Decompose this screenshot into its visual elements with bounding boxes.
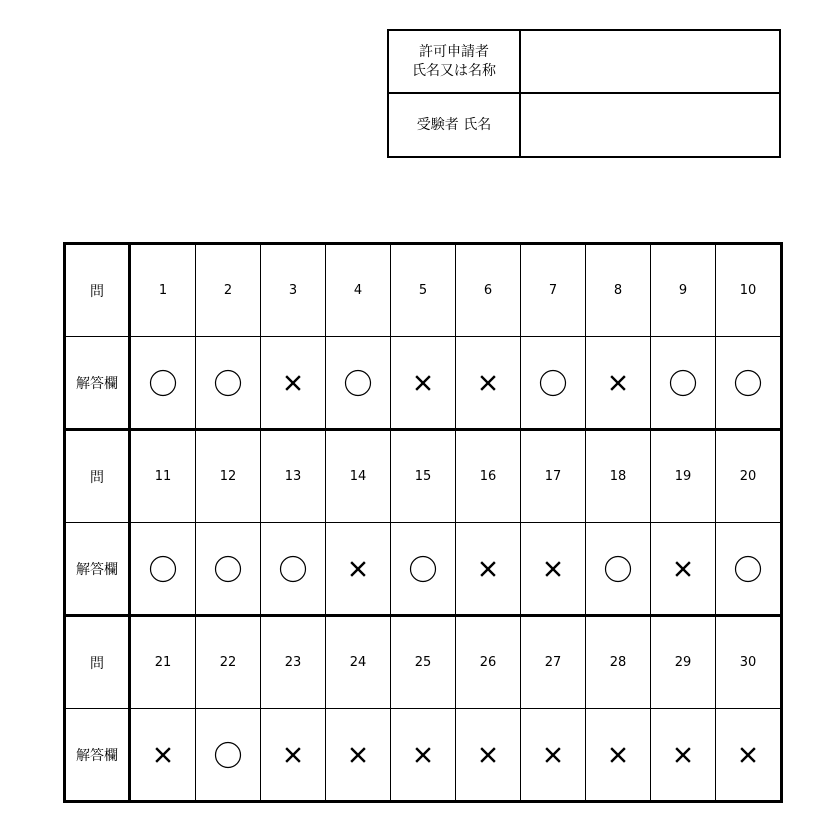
applicant-label-line2: 氏名又は名称 xyxy=(412,62,496,79)
applicant-label xyxy=(388,30,520,93)
circle-mark-icon xyxy=(344,369,372,397)
cross-mark-icon xyxy=(279,741,307,769)
question-number: 26 xyxy=(456,616,521,709)
answer-row xyxy=(65,523,782,616)
question-number: 29 xyxy=(651,616,716,709)
examinee-name-field[interactable] xyxy=(520,93,780,157)
cross-mark-icon xyxy=(279,369,307,397)
question-number: 21 xyxy=(130,616,196,709)
applicant-row xyxy=(388,30,780,93)
answer-header: 解答欄 xyxy=(65,337,130,430)
answer-cell[interactable] xyxy=(261,337,326,430)
circle-mark-icon xyxy=(734,555,762,583)
question-number: 5 xyxy=(391,244,456,337)
circle-mark-icon xyxy=(669,369,697,397)
cross-mark-icon xyxy=(669,741,697,769)
question-header: 問 xyxy=(65,616,130,709)
cross-mark-icon xyxy=(604,369,632,397)
examinee-label: 受験者 氏名 xyxy=(388,93,520,157)
circle-mark-icon xyxy=(214,741,242,769)
question-number: 16 xyxy=(456,430,521,523)
question-number: 11 xyxy=(130,430,196,523)
question-number: 15 xyxy=(391,430,456,523)
answer-row xyxy=(65,337,782,430)
answer-cell[interactable] xyxy=(261,523,326,616)
question-number: 7 xyxy=(521,244,586,337)
answer-cell[interactable] xyxy=(326,337,391,430)
question-number: 17 xyxy=(521,430,586,523)
answer-header: 解答欄 xyxy=(65,709,130,802)
cross-mark-icon xyxy=(604,741,632,769)
answer-cell[interactable] xyxy=(456,709,521,802)
answer-cell[interactable] xyxy=(586,337,651,430)
circle-mark-icon xyxy=(214,369,242,397)
question-number: 3 xyxy=(261,244,326,337)
answer-cell[interactable] xyxy=(521,709,586,802)
circle-mark-icon xyxy=(149,369,177,397)
answer-cell[interactable] xyxy=(716,523,782,616)
answer-cell[interactable] xyxy=(326,523,391,616)
answer-header: 解答欄 xyxy=(65,523,130,616)
question-number: 6 xyxy=(456,244,521,337)
question-row xyxy=(65,244,782,337)
answer-cell[interactable] xyxy=(196,337,261,430)
answer-cell[interactable] xyxy=(130,709,196,802)
answer-cell[interactable] xyxy=(130,337,196,430)
answer-cell[interactable] xyxy=(196,523,261,616)
question-row xyxy=(65,430,782,523)
applicant-label-line1: 許可申請者 xyxy=(419,43,489,60)
applicant-info-table xyxy=(387,29,781,158)
answer-cell[interactable] xyxy=(716,709,782,802)
answer-cell[interactable] xyxy=(716,337,782,430)
question-number: 22 xyxy=(196,616,261,709)
cross-mark-icon xyxy=(344,741,372,769)
question-number: 1 xyxy=(130,244,196,337)
circle-mark-icon xyxy=(149,555,177,583)
answer-cell[interactable] xyxy=(521,523,586,616)
answer-grid xyxy=(63,242,783,803)
circle-mark-icon xyxy=(279,555,307,583)
answer-cell[interactable] xyxy=(651,337,716,430)
question-number: 23 xyxy=(261,616,326,709)
circle-mark-icon xyxy=(214,555,242,583)
question-number: 28 xyxy=(586,616,651,709)
circle-mark-icon xyxy=(539,369,567,397)
circle-mark-icon xyxy=(409,555,437,583)
answer-cell[interactable] xyxy=(196,709,261,802)
answer-cell[interactable] xyxy=(391,337,456,430)
answer-cell[interactable] xyxy=(586,523,651,616)
cross-mark-icon xyxy=(474,741,502,769)
answer-cell[interactable] xyxy=(456,523,521,616)
question-number: 24 xyxy=(326,616,391,709)
answer-cell[interactable] xyxy=(391,523,456,616)
question-number: 27 xyxy=(521,616,586,709)
examinee-row xyxy=(388,93,780,157)
question-number: 2 xyxy=(196,244,261,337)
answer-cell[interactable] xyxy=(456,337,521,430)
answer-cell[interactable] xyxy=(326,709,391,802)
question-number: 18 xyxy=(586,430,651,523)
applicant-name-field[interactable] xyxy=(520,30,780,93)
question-header: 問 xyxy=(65,430,130,523)
answer-row xyxy=(65,709,782,802)
answer-cell[interactable] xyxy=(391,709,456,802)
question-number: 13 xyxy=(261,430,326,523)
answer-cell[interactable] xyxy=(261,709,326,802)
cross-mark-icon xyxy=(409,741,437,769)
answer-cell[interactable] xyxy=(586,709,651,802)
answer-cell[interactable] xyxy=(651,523,716,616)
cross-mark-icon xyxy=(409,369,437,397)
question-number: 25 xyxy=(391,616,456,709)
answer-cell[interactable] xyxy=(651,709,716,802)
question-number: 12 xyxy=(196,430,261,523)
cross-mark-icon xyxy=(149,741,177,769)
question-number: 14 xyxy=(326,430,391,523)
cross-mark-icon xyxy=(474,369,502,397)
cross-mark-icon xyxy=(539,555,567,583)
question-number: 10 xyxy=(716,244,782,337)
question-number: 4 xyxy=(326,244,391,337)
question-number: 8 xyxy=(586,244,651,337)
circle-mark-icon xyxy=(734,369,762,397)
question-row xyxy=(65,616,782,709)
question-number: 20 xyxy=(716,430,782,523)
answer-cell[interactable] xyxy=(130,523,196,616)
cross-mark-icon xyxy=(669,555,697,583)
question-header: 問 xyxy=(65,244,130,337)
cross-mark-icon xyxy=(474,555,502,583)
answer-cell[interactable] xyxy=(521,337,586,430)
question-number: 9 xyxy=(651,244,716,337)
question-number: 30 xyxy=(716,616,782,709)
cross-mark-icon xyxy=(734,741,762,769)
question-number: 19 xyxy=(651,430,716,523)
cross-mark-icon xyxy=(344,555,372,583)
circle-mark-icon xyxy=(604,555,632,583)
cross-mark-icon xyxy=(539,741,567,769)
